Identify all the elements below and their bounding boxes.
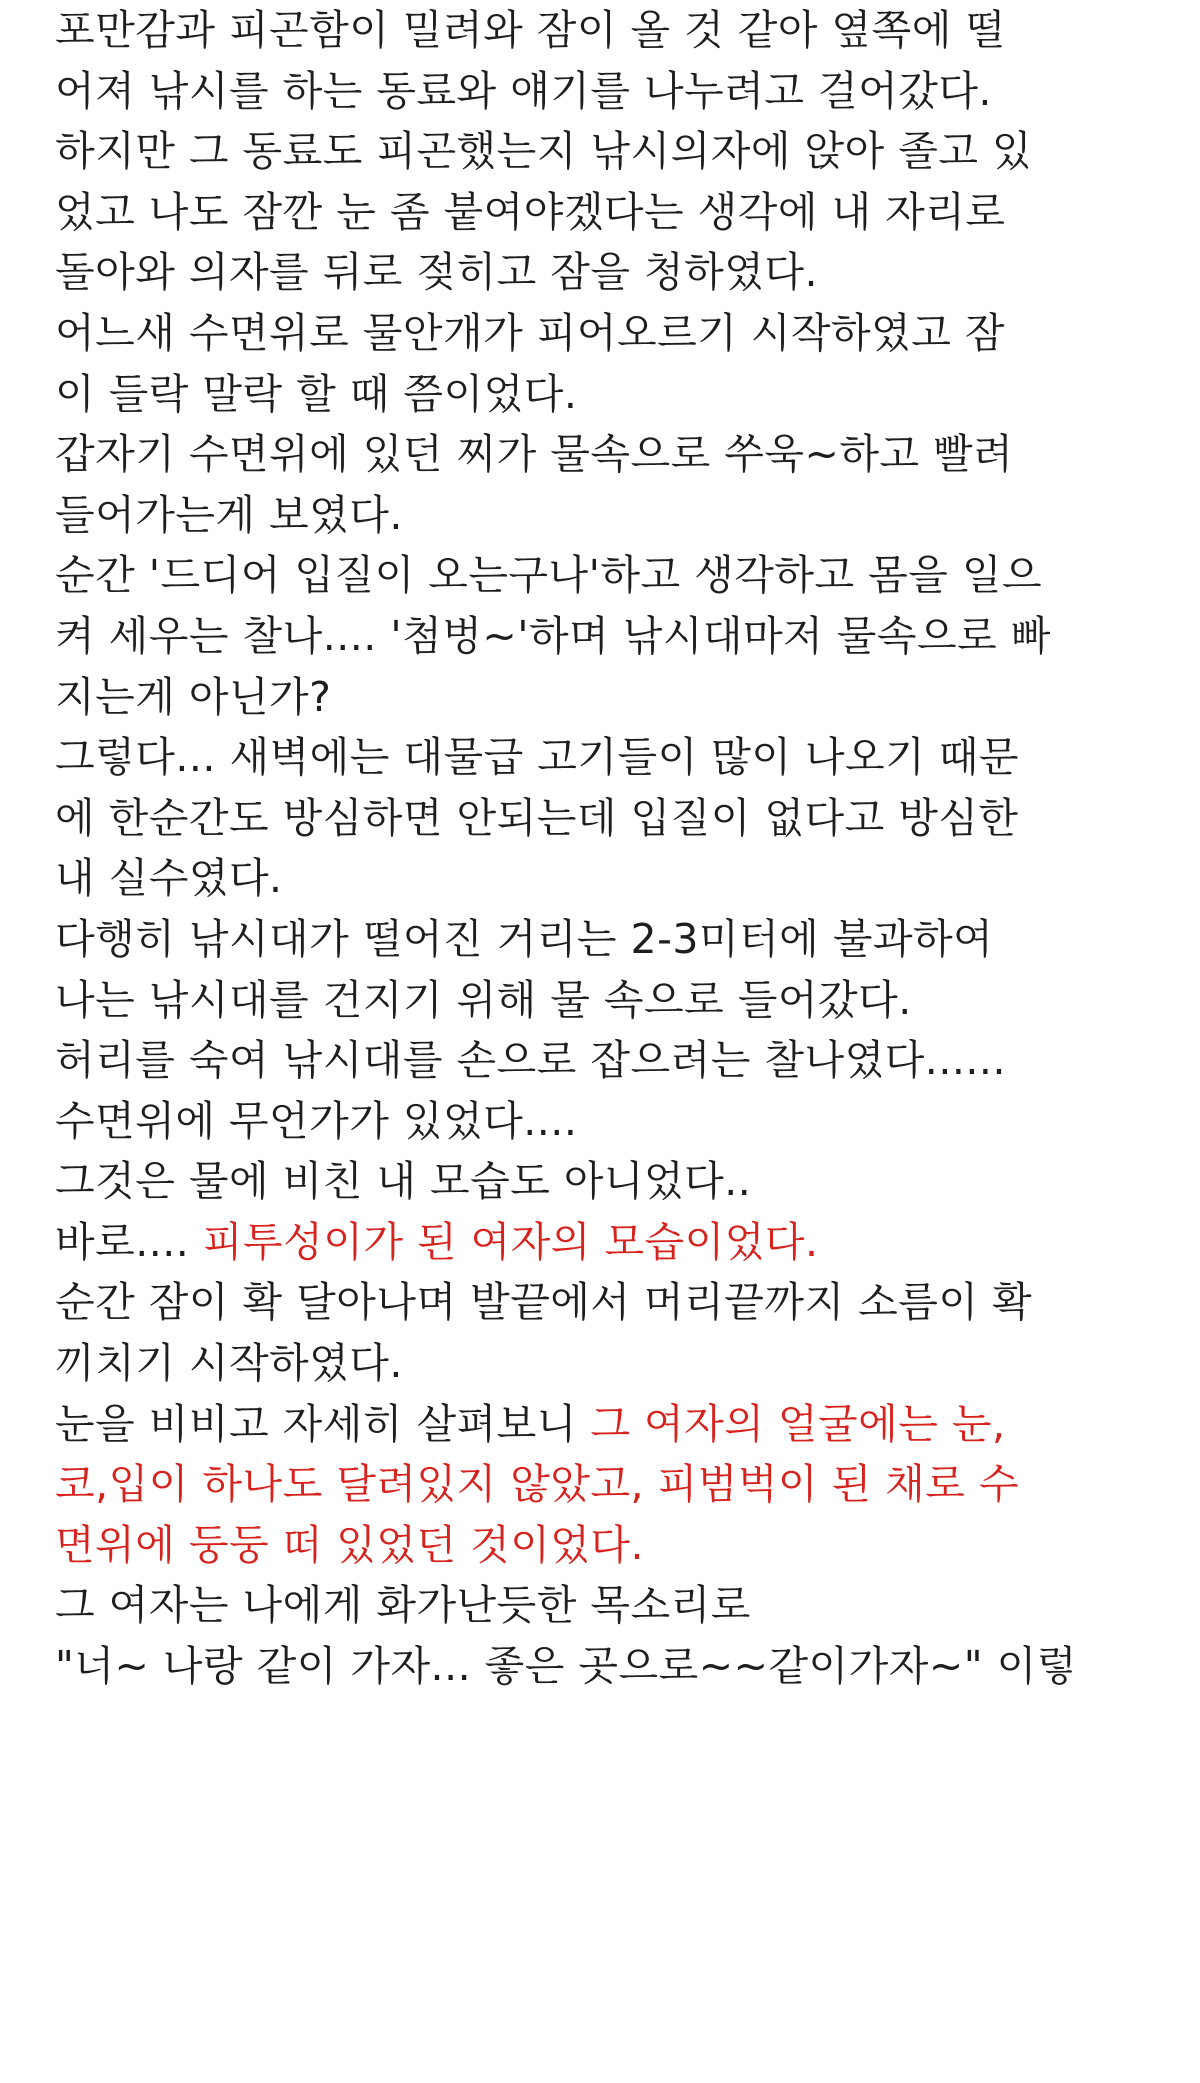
text-line [55,909,1185,970]
text-line [55,788,1185,849]
body-text: 어느새 수면위로 물안개가 피어오르기 시작하였고 잠 [55,308,1005,357]
text-line [55,1151,1185,1212]
body-text: 나는 낚시대를 건지기 위해 물 속으로 들어갔다. [55,975,912,1024]
body-text: 눈을 비비고 자세히 살펴보니 [55,1399,591,1448]
body-text: 순간 잠이 확 달아나며 발끝에서 머리끝까지 소름이 확 [55,1278,1033,1327]
text-line [55,727,1185,788]
text-line [55,182,1185,243]
text-line [55,0,1185,61]
body-text: 그렇다... 새벽에는 대물급 고기들이 많이 나오기 때문 [55,733,1020,782]
body-text: 갑자기 수면위에 있던 찌가 물속으로 쑤욱~하고 빨려 [55,430,1014,479]
body-text: 그 여자는 나에게 화가난듯한 목소리로 [55,1581,751,1630]
body-text: 다행히 낚시대가 떨어진 거리는 2-3미터에 불과하여 [55,914,994,963]
text-line [55,242,1185,303]
body-text: 에 한순간도 방심하면 안되는데 입질이 없다고 방심한 [55,793,1019,842]
body-text: "너~ 나랑 같이 가자... 좋은 곳으로~~같이가자~" 이렇 [55,1642,1077,1691]
text-line [55,121,1185,182]
article-body [55,0,1185,1697]
text-line [55,1636,1185,1697]
body-text: 지는게 아닌가? [55,672,332,721]
body-text: 끼치기 시작하였다. [55,1339,403,1388]
text-line [55,848,1185,909]
text-line [55,485,1185,546]
body-text: 하지만 그 동료도 피곤했는지 낚시의자에 앉아 졸고 있 [55,127,1033,176]
highlighted-text: 코,입이 하나도 달려있지 않았고, 피범벅이 된 채로 수 [55,1460,1020,1509]
text-line [55,303,1185,364]
body-text: 들어가는게 보였다. [55,490,403,539]
body-text: 었고 나도 잠깐 눈 좀 붙여야겠다는 생각에 내 자리로 [55,187,1006,236]
body-text: 순간 '드디어 입질이 오는구나'하고 생각하고 몸을 일으 [55,551,1043,600]
text-line [55,1212,1185,1273]
text-line [55,970,1185,1031]
highlighted-text: 피투성이가 된 여자의 모습이었다. [202,1217,819,1266]
body-text: 켜 세우는 찰나.... '첨벙~'하며 낚시대마저 물속으로 빠 [55,611,1051,660]
body-text: 돌아와 의자를 뒤로 젖히고 잠을 청하였다. [55,248,818,297]
highlighted-text: 면위에 둥둥 떠 있었던 것이었다. [55,1520,645,1569]
text-line [55,1394,1185,1455]
body-text: 허리를 숙여 낚시대를 손으로 잡으려는 찰나였다...... [55,1036,1006,1085]
text-line [55,424,1185,485]
text-line [55,545,1185,606]
body-text: 수면위에 무언가가 있었다.... [55,1096,578,1145]
text-line [55,1030,1185,1091]
text-line [55,364,1185,425]
highlighted-text: 그 여자의 얼굴에는 눈, [590,1399,1006,1448]
text-line [55,1333,1185,1394]
text-line [55,61,1185,122]
text-line [55,606,1185,667]
body-text: 포만감과 피곤함이 밀려와 잠이 올 것 같아 옆쪽에 떨 [55,6,1006,54]
body-text: 이 들락 말락 할 때 쯤이었다. [55,369,578,418]
body-text: 어져 낚시를 하는 동료와 얘기를 나누려고 걸어갔다. [55,66,992,115]
body-text: 바로.... [55,1217,203,1266]
body-text: 그것은 물에 비친 내 모습도 아니었다.. [55,1157,752,1206]
body-text: 내 실수였다. [55,854,283,903]
text-line [55,667,1185,728]
text-line [55,1454,1185,1515]
text-line [55,1272,1185,1333]
text-line [55,1575,1185,1636]
text-line [55,1515,1185,1576]
text-line [55,1091,1185,1152]
